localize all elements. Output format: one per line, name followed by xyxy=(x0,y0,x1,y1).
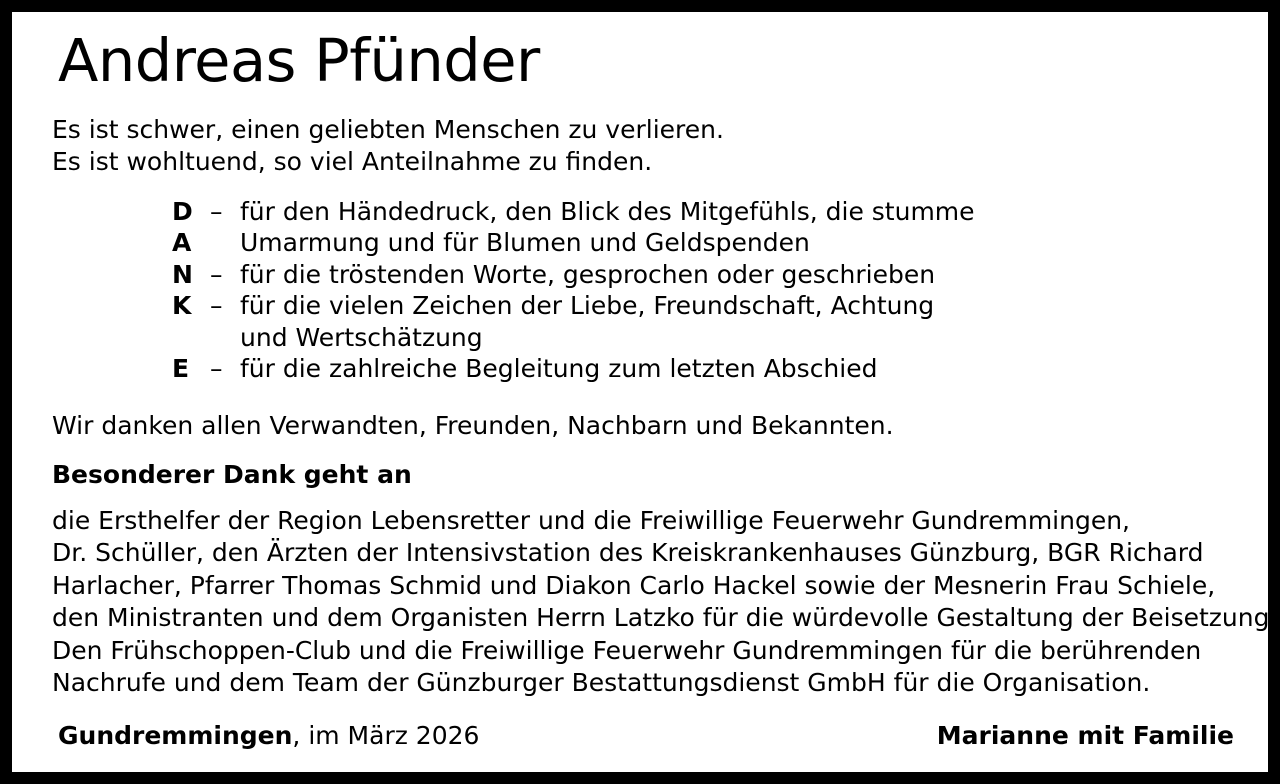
danke-letter: N xyxy=(172,259,193,289)
memorial-card xyxy=(12,12,1278,772)
body-line: Dr. Schüller, den Ärzten der Intensivstation des Kreiskrankenhauses Günzburg, BGR Richard xyxy=(52,538,1204,568)
intro-text xyxy=(52,114,1250,178)
body-line: den Ministranten und dem Organisten Herrn Latzko für die würdevolle Gestaltung der Beisetzung. xyxy=(52,603,1278,633)
special-thanks-heading: Besonderer Dank geht an xyxy=(52,459,412,489)
footer-place-date xyxy=(58,721,479,750)
danke-row xyxy=(172,227,1250,259)
footer-date: , im März 2026 xyxy=(292,721,480,750)
footer-family: Marianne mit Familie xyxy=(936,721,1234,750)
danke-dash: – xyxy=(210,354,223,384)
intro-line-1: Es ist schwer, einen geliebten Menschen zu verlieren. xyxy=(52,114,724,144)
card-content xyxy=(52,26,1278,762)
danke-row xyxy=(172,353,1250,385)
intro-line-2: Es ist wohltuend, so viel Anteilnahme zu finden. xyxy=(52,146,653,176)
danke-row xyxy=(172,259,1250,291)
danke-row xyxy=(172,290,1250,322)
danke-row xyxy=(172,322,1250,354)
danke-dash: – xyxy=(210,196,223,226)
danke-text-continued: und Wertschätzung xyxy=(240,322,483,352)
thanks-to-all: Wir danken allen Verwandten, Freunden, Nachbarn und Bekannten. xyxy=(52,410,894,440)
body-line: Den Frühschoppen-Club und die Freiwillige Feuerwehr Gundremmingen für die berührenden xyxy=(52,635,1202,665)
danke-letter: D xyxy=(172,196,193,226)
danke-letter: K xyxy=(172,291,192,321)
footer-place: Gundremmingen xyxy=(58,721,293,750)
danke-dash: – xyxy=(210,259,223,289)
danke-text: für die vielen Zeichen der Liebe, Freundschaft, Achtung xyxy=(240,291,935,321)
danke-acrostic xyxy=(172,196,1250,385)
danke-text-continued: Umarmung und für Blumen und Geldspenden xyxy=(240,228,810,258)
danke-text: für die zahlreiche Begleitung zum letzten Abschied xyxy=(240,354,878,384)
danke-letter: A xyxy=(172,228,192,258)
body-line: die Ersthelfer der Region Lebensretter und die Freiwillige Feuerwehr Gundremmingen, xyxy=(52,505,1131,535)
special-thanks-body xyxy=(52,505,1278,700)
danke-text: für den Händedruck, den Blick des Mitgefühls, die stumme xyxy=(240,196,975,226)
body-line: Nachrufe und dem Team der Günzburger Bestattungsdienst GmbH für die Organisation. xyxy=(52,668,1151,698)
card-footer xyxy=(58,721,1234,750)
body-line: Harlacher, Pfarrer Thomas Schmid und Diakon Carlo Hackel sowie der Mesnerin Frau Schiele, xyxy=(52,570,1216,600)
danke-text: für die tröstenden Worte, gesprochen oder geschrieben xyxy=(240,259,936,289)
danke-row xyxy=(172,196,1250,228)
deceased-name: Andreas Pfünder xyxy=(58,26,540,95)
danke-dash: – xyxy=(210,291,223,321)
danke-letter: E xyxy=(172,354,190,384)
